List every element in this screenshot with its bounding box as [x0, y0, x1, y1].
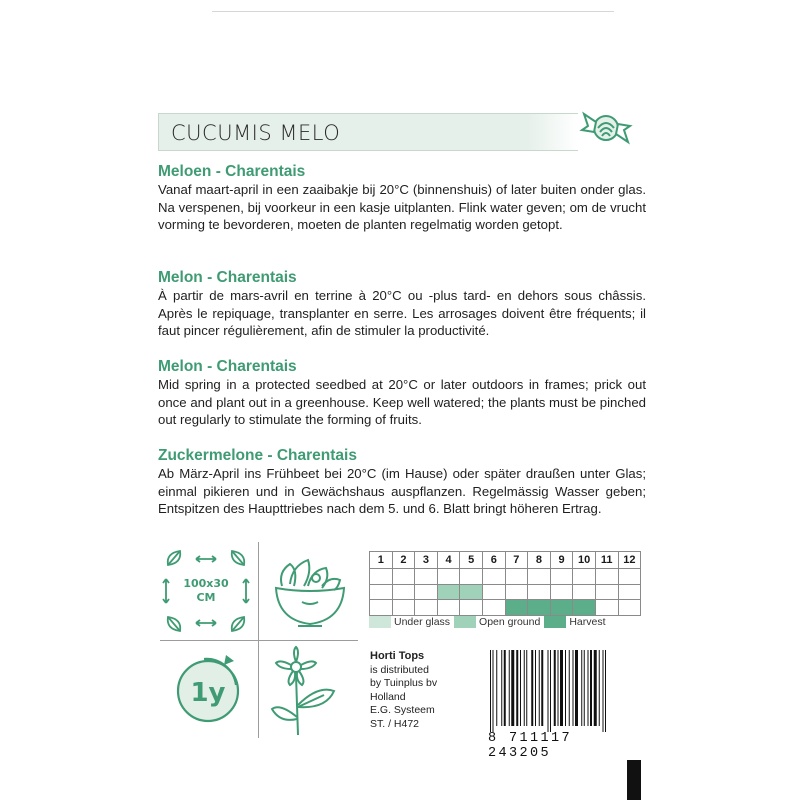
- calendar-cell: [392, 569, 415, 585]
- calendar-cell: [528, 569, 551, 585]
- species-title: CUCUMIS MELO: [171, 121, 341, 145]
- distributor-line: E.G. Systeem: [370, 704, 435, 716]
- month-header: 3: [415, 552, 438, 569]
- legend-label: Harvest: [569, 616, 606, 628]
- section-heading: Meloen - Charentais: [158, 163, 306, 180]
- calendar-cell: [550, 600, 573, 616]
- distributor-info: [370, 650, 437, 731]
- month-header: 1: [370, 552, 393, 569]
- calendar-cell: [460, 600, 483, 616]
- calendar-cell: [528, 584, 551, 600]
- legend-swatch: [454, 616, 476, 628]
- calendar-cell: [573, 584, 596, 600]
- barcode-bar: [516, 650, 518, 726]
- calendar-cell: [415, 600, 438, 616]
- barcode-bar: [550, 650, 551, 732]
- calendar-cell: [573, 600, 596, 616]
- calendar-row-under-glass: [370, 569, 641, 585]
- candy-icon: [578, 100, 634, 156]
- barcode-bar: [558, 650, 559, 726]
- barcode-bar: [539, 650, 540, 726]
- calendar-cell: [505, 584, 528, 600]
- calendar-cell: [482, 569, 505, 585]
- legend-label: Under glass: [394, 616, 451, 628]
- legend-item-harvest: [544, 616, 605, 628]
- calendar-legend: [369, 616, 610, 628]
- calendar-row-open-ground: [370, 584, 641, 600]
- calendar-cell: [573, 569, 596, 585]
- barcode-bar: [535, 650, 536, 726]
- barcode-number: 8 711117 243205: [488, 731, 573, 761]
- barcode-bar: [511, 650, 514, 726]
- barcode-bar: [581, 650, 582, 726]
- month-header: 5: [460, 552, 483, 569]
- flowering-plant-icon: [268, 645, 352, 737]
- barcode-bar: [504, 650, 506, 726]
- legend-item-open-ground: [454, 616, 540, 628]
- barcode-bar: [524, 650, 525, 726]
- legend-swatch: [544, 616, 566, 628]
- barcode-bar: [588, 650, 589, 726]
- barcode-bar: [569, 650, 570, 726]
- barcode-bar: [554, 650, 556, 726]
- plant-spacing-icon: [158, 545, 254, 637]
- sowing-calendar: [369, 551, 641, 616]
- calendar-cell: [437, 600, 460, 616]
- barcode-bar: [541, 650, 543, 726]
- barcode-bar: [496, 650, 497, 726]
- calendar-row-harvest: [370, 600, 641, 616]
- calendar-cell: [482, 584, 505, 600]
- barcode-bar: [526, 650, 527, 726]
- month-header: 2: [392, 552, 415, 569]
- barcode-bar: [584, 650, 585, 726]
- barcode-bar: [565, 650, 566, 726]
- barcode-bar: [605, 650, 606, 732]
- section-dutch: [158, 162, 646, 234]
- barcode-bar: [509, 650, 510, 726]
- section-heading: Zuckermelone - Charentais: [158, 447, 357, 464]
- calendar-cell: [618, 600, 641, 616]
- month-header: 7: [505, 552, 528, 569]
- calendar-cell: [460, 584, 483, 600]
- section-heading: Melon - Charentais: [158, 269, 297, 286]
- barcode-bar: [531, 650, 533, 726]
- calendar-cell: [618, 584, 641, 600]
- month-header: 12: [618, 552, 641, 569]
- top-strip: [212, 0, 614, 12]
- section-heading: Melon - Charentais: [158, 358, 297, 375]
- barcode-bar: [573, 650, 574, 726]
- barcode-bar: [560, 650, 563, 726]
- barcode-bar: [590, 650, 592, 726]
- annual-icon: [160, 645, 256, 737]
- species-title-banner: [158, 113, 578, 151]
- barcode-bar: [599, 650, 600, 726]
- month-header: 11: [595, 552, 618, 569]
- month-header: 10: [573, 552, 596, 569]
- calendar-cell: [595, 569, 618, 585]
- barcode-bar: [603, 650, 604, 732]
- distributor-line: ST. / H472: [370, 717, 420, 730]
- distributor-line: is distributed: [370, 663, 429, 676]
- barcode-bar: [493, 650, 494, 732]
- grid-divider-horizontal: [160, 640, 358, 641]
- legend-swatch: [369, 616, 391, 628]
- calendar-cell: [415, 569, 438, 585]
- legend-item-under-glass: [369, 616, 450, 628]
- crop-mark: [627, 760, 641, 800]
- calendar-cell: [370, 600, 393, 616]
- month-header: 4: [437, 552, 460, 569]
- spacing-line1: 100x30: [183, 577, 229, 590]
- calendar-cell: [392, 584, 415, 600]
- distributor-brand: Horti Tops: [370, 650, 425, 662]
- calendar-cell: [482, 600, 505, 616]
- calendar-cell: [505, 569, 528, 585]
- calendar-cell: [550, 569, 573, 585]
- barcode-bar: [520, 650, 521, 726]
- section-text: Ab März-April ins Frühbeet bei 20°C (im Hause) oder später draußen unter Glas; einmal pikieren und in Gewächshaus auspflanzen. Regelmässig Wasser geben; Entspitzen des Haupttriebes nach dem 5. und 6. Blatt bringt höheren Ertrag.: [158, 466, 646, 516]
- calendar-cell: [392, 600, 415, 616]
- calendar-cell: [415, 584, 438, 600]
- legend-label: Open ground: [479, 616, 541, 628]
- section-german: [158, 446, 646, 518]
- section-text: Mid spring in a protected seedbed at 20°C or later outdoors in frames; prick out once and plant out in a greenhouse. Keep well watered; the plants must be pinched out regularly to stimulate the forming of fruits.: [158, 377, 646, 427]
- barcode-bar: [548, 650, 549, 732]
- distributor-line: Holland: [370, 690, 406, 703]
- barcode-bar: [575, 650, 578, 726]
- month-header: 6: [482, 552, 505, 569]
- calendar-cell: [618, 569, 641, 585]
- calendar-cell: [595, 584, 618, 600]
- barcode: [488, 650, 636, 732]
- month-header: 9: [550, 552, 573, 569]
- lifecycle-label: 1y: [190, 678, 226, 708]
- calendar-cell: [528, 600, 551, 616]
- calendar-cell: [460, 569, 483, 585]
- barcode-bar: [490, 650, 491, 732]
- section-english: [158, 357, 646, 429]
- barcode-bar: [501, 650, 502, 726]
- month-header: 8: [528, 552, 551, 569]
- calendar-cell: [437, 569, 460, 585]
- distributor-line: by Tuinplus bv: [370, 677, 438, 689]
- calendar-cell: [505, 600, 528, 616]
- section-text: Vanaf maart-april in een zaaibakje bij 20°C (binnenshuis) of later buiten onder glas. Na verspenen, bij voorkeur in een kasje uitplanten. Flink water geven; om de vrucht vorming te bevorderen, moeten de planten regelmatig worden getopt.: [158, 182, 646, 232]
- calendar-cell: [370, 569, 393, 585]
- section-french: [158, 268, 646, 340]
- calendar-cell: [595, 600, 618, 616]
- section-text: À partir de mars-avril en terrine à 20°C ou -plus tard- en dehors sous châssis. Après le repiquage, transplanter en serre. Les arrosages doivent être fréquents; il faut pincer régulièrement, afin de stimuler la productivité.: [158, 288, 646, 338]
- spacing-line2: CM: [196, 591, 216, 604]
- calendar-cell: [550, 584, 573, 600]
- calendar-cell: [370, 584, 393, 600]
- salad-bowl-icon: [268, 548, 352, 634]
- calendar-cell: [437, 584, 460, 600]
- barcode-bar: [594, 650, 597, 726]
